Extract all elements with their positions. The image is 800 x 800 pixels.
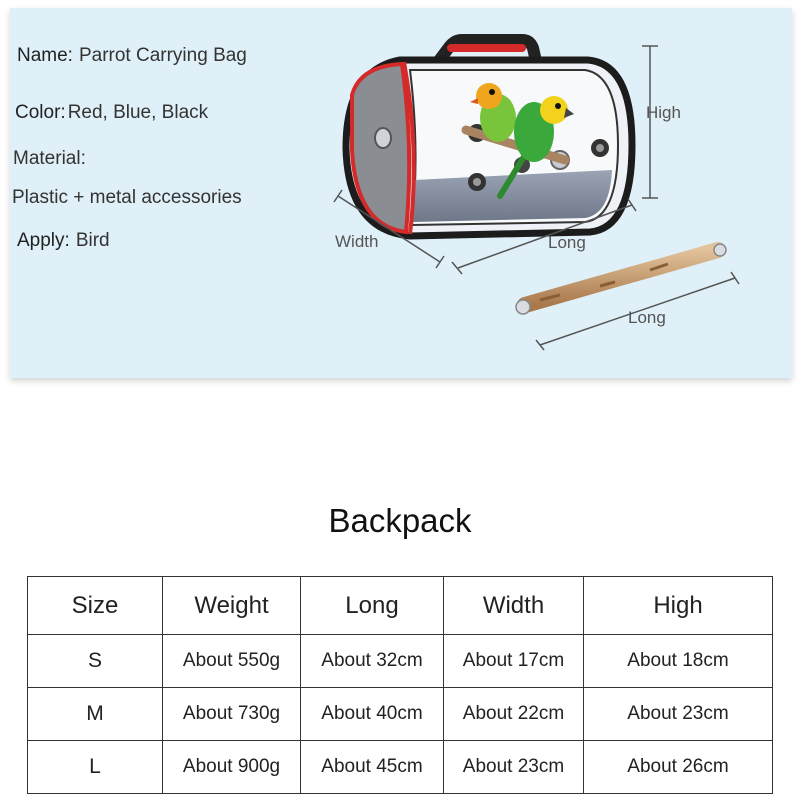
spec-color-label: Color: [15, 102, 66, 123]
header-high: High [584, 577, 773, 635]
spec-material-label: Material: [13, 148, 86, 169]
row-width-cell: About 17cm [444, 635, 584, 688]
row-size-cell: M [28, 688, 163, 741]
row-high-cell: About 26cm [584, 741, 773, 794]
spec-material-value: Plastic + metal accessories [12, 187, 242, 208]
row-long-cell: About 40cm [301, 688, 444, 741]
dim-long-label: Long [548, 233, 586, 252]
table-row [28, 741, 773, 794]
row-width-cell: About 22cm [444, 688, 584, 741]
header-width: Width [444, 577, 584, 635]
dim-width-label: Width [335, 232, 379, 251]
spec-apply-value: Bird [75, 230, 110, 251]
spec-name-label: Name: [17, 45, 73, 66]
wooden-perch [516, 244, 726, 314]
row-high-cell: About 23cm [584, 688, 773, 741]
header-long: Long [301, 577, 444, 635]
dim-perch-long-label: Long [628, 308, 666, 327]
row-size-cell: L [28, 741, 163, 794]
row-high-cell: About 18cm [584, 635, 773, 688]
size-table [27, 576, 773, 794]
row-weight-cell: About 550g [163, 635, 301, 688]
header-weight: Weight [163, 577, 301, 635]
spec-color-value: Red, Blue, Black [67, 102, 209, 123]
dim-high-label: High [646, 103, 681, 122]
table-header-row [28, 577, 773, 635]
spec-apply-label: Apply: [17, 230, 70, 251]
spec-name-value: Parrot Carrying Bag [78, 45, 247, 66]
row-width-cell: About 23cm [444, 741, 584, 794]
section-title: Backpack [328, 502, 472, 539]
row-weight-cell: About 900g [163, 741, 301, 794]
table-row [28, 688, 773, 741]
row-long-cell: About 32cm [301, 635, 444, 688]
row-weight-cell: About 730g [163, 688, 301, 741]
table-row [28, 635, 773, 688]
header-size: Size [28, 577, 163, 635]
row-size-cell: S [28, 635, 163, 688]
row-long-cell: About 45cm [301, 741, 444, 794]
